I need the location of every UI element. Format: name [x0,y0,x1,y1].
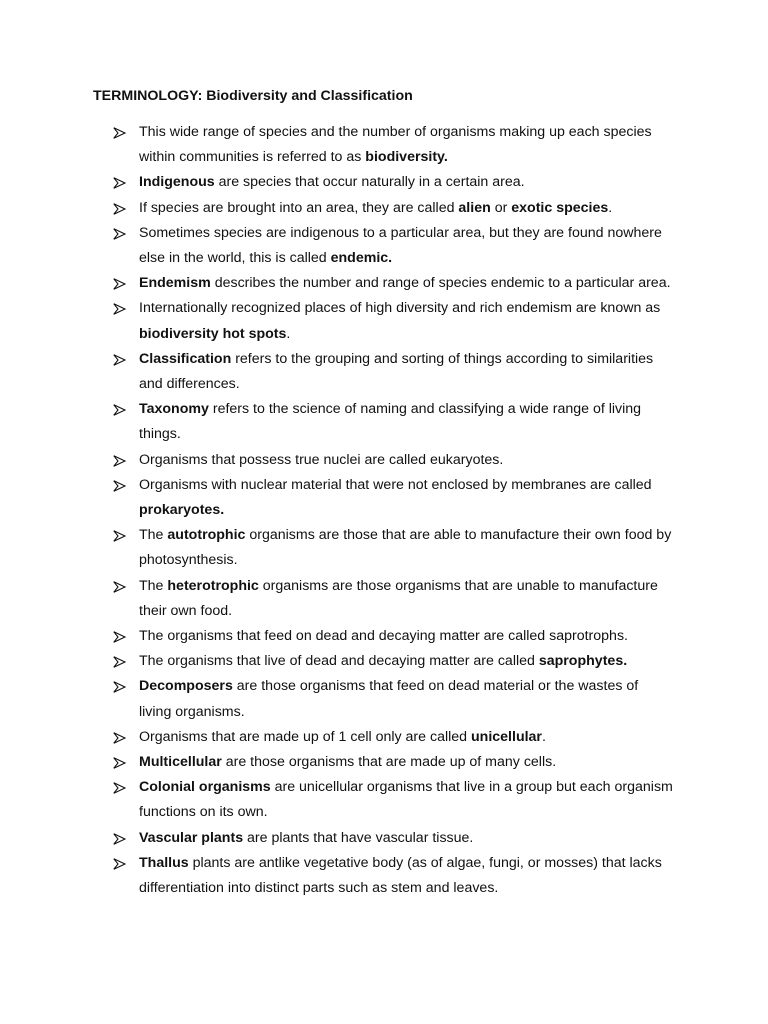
bold-term: heterotrophic [167,577,259,594]
list-item [0,397,674,447]
arrowhead-bullet-icon [113,397,127,422]
bold-term: endemic. [330,250,393,267]
list-item [0,624,674,649]
arrowhead-bullet-icon [113,649,127,674]
bold-term: saprophytes. [538,653,628,670]
list-item-text [139,653,627,669]
arrowhead-bullet-icon [113,725,127,750]
list-item [0,851,674,901]
bold-term: unicellular [471,728,542,745]
arrowhead-bullet-icon [113,750,127,775]
text-run: The [139,527,168,544]
list-item-text [139,351,653,392]
list-item [0,523,674,573]
list-item [0,170,674,195]
text-run: refers to the science of naming and classifying a wide range of living things. [139,401,642,443]
text-run: . [608,199,613,216]
list-item [0,574,674,624]
list-item [0,221,674,271]
list-item [0,725,674,750]
bold-term: Indigenous [139,174,215,191]
text-run: Organisms that are made up of 1 cell only are called [139,728,471,745]
text-run: are plants that have vascular tissue. [243,829,474,846]
bold-term: prokaryotes. [139,502,225,519]
text-run: Internationally recognized places of high diversity and rich endemism are known as [139,300,661,317]
text-run: are those organisms that are made up of many cells. [221,754,557,771]
text-run: or [490,199,512,216]
list-item [0,296,674,346]
bold-term: Multicellular [139,754,222,771]
bold-term: biodiversity hot spots [139,325,287,342]
bold-term: Thallus [139,854,189,871]
list-item-text [139,527,671,568]
bold-term: autotrophic [167,527,246,544]
arrowhead-bullet-icon [113,624,127,649]
list-item-text [139,678,638,719]
list-item [0,775,674,825]
arrowhead-bullet-icon [113,523,127,548]
list-item [0,649,674,674]
text-run: . [541,728,546,745]
bold-term: biodiversity. [365,149,448,166]
list-item-text [139,830,473,846]
list-item-text [139,124,652,165]
bold-term: Decomposers [139,678,233,695]
bold-term: Taxonomy [139,401,209,418]
list-item-text [139,174,525,190]
arrowhead-bullet-icon [113,851,127,876]
list-item [0,347,674,397]
text-run: Sometimes species are indigenous to a particular area, but they are found nowhere else in the world, this is called [139,224,662,267]
bold-term: Colonial organisms [139,779,271,796]
list-item [0,271,674,296]
list-item [0,750,674,775]
list-item-text [139,200,612,216]
list-item [0,448,674,473]
list-item-text [139,779,673,820]
arrowhead-bullet-icon [113,296,127,321]
list-item [0,826,674,851]
list-item-text [139,578,658,619]
list-item [0,674,674,724]
arrowhead-bullet-icon [113,120,127,145]
list-item-text [139,275,671,291]
text-run: The organisms that live of dead and decaying matter are called [139,653,539,670]
arrowhead-bullet-icon [113,574,127,599]
bold-term: alien [458,199,491,216]
arrowhead-bullet-icon [113,674,127,699]
text-run: organisms are those organisms that are unable to manufacture their own food. [139,577,658,619]
list-item [0,196,674,221]
list-item-text [139,452,503,468]
text-run: organisms are those that are able to manufacture their own food by photosynthesis. [139,527,672,569]
list-item [0,473,674,523]
bold-term: Classification [139,350,232,367]
text-run: are unicellular organisms that live in a group but each organism functions on its own. [139,779,673,821]
text-run: are species that occur naturally in a certain area. [214,174,525,191]
list-item-text [139,628,628,644]
arrowhead-bullet-icon [113,826,127,851]
text-run: Organisms with nuclear material that were not enclosed by membranes are called [139,476,652,493]
list-item-text [139,401,641,442]
arrowhead-bullet-icon [113,196,127,221]
text-run: The organisms that feed on dead and decaying matter are called saprotrophs. [139,628,628,645]
document-title: TERMINOLOGY: Biodiversity and Classification [93,88,413,104]
text-run: describes the number and range of species endemic to a particular area. [210,275,671,292]
list-item-text [139,300,660,341]
text-run: Organisms that possess true nuclei are called eukaryotes. [139,451,504,468]
bold-term: Vascular plants [139,829,244,846]
bold-term: Endemism [139,275,211,292]
text-run: This wide range of species and the number of organisms making up each species within communities is referred to as [139,124,652,166]
list-item-text [139,225,662,266]
arrowhead-bullet-icon [113,448,127,473]
arrowhead-bullet-icon [113,775,127,800]
arrowhead-bullet-icon [113,347,127,372]
list-item-text [139,855,662,896]
text-run: . [286,325,291,342]
text-run: are those organisms that feed on dead material or the wastes of living organisms. [139,678,639,720]
text-run: plants are antlike vegetative body (as of algae, fungi, or mosses) that lacks differentiation into distinct parts such as stem and leaves. [139,854,662,897]
list-item-text [139,754,556,770]
text-run: refers to the grouping and sorting of things according to similarities and differences. [139,350,654,393]
list-item-text [139,477,652,518]
terminology-list [0,120,768,901]
text-run: The [139,577,168,594]
list-item [0,120,674,170]
text-run: If species are brought into an area, they are called [139,199,459,216]
arrowhead-bullet-icon [113,221,127,246]
list-item-text [139,729,546,745]
arrowhead-bullet-icon [113,473,127,498]
arrowhead-bullet-icon [113,170,127,195]
bold-term: exotic species [511,199,609,216]
arrowhead-bullet-icon [113,271,127,296]
